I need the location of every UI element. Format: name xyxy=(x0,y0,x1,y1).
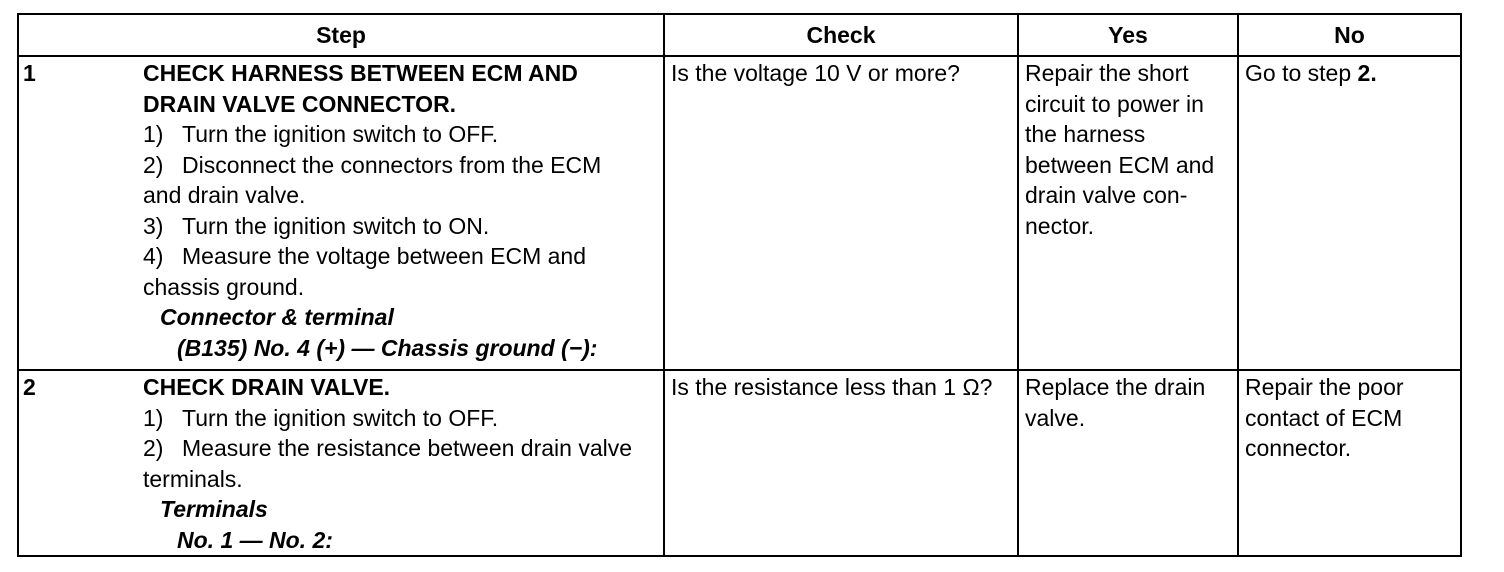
check-cell: Is the voltage 10 V or more? xyxy=(664,56,1018,370)
substep xyxy=(143,211,659,242)
yes-line: the harness xyxy=(1025,121,1146,147)
substep xyxy=(143,241,659,272)
step-body xyxy=(19,57,663,363)
yes-cell xyxy=(1018,56,1238,370)
header-step: Step xyxy=(18,14,664,56)
substep-number: 1) xyxy=(143,121,164,147)
step-body xyxy=(19,371,663,555)
substep-number: 1) xyxy=(143,404,164,431)
substep-number: 2) xyxy=(143,435,164,461)
goto-suffix: . xyxy=(1370,60,1377,86)
substep-number: 4) xyxy=(143,243,164,269)
substep-text: Disconnect the connectors from the ECM xyxy=(182,151,602,178)
diagnostic-table xyxy=(17,13,1462,557)
substep-text: Turn the ignition switch to ON. xyxy=(182,212,490,239)
yes-line: drain valve con- xyxy=(1025,182,1188,208)
substep xyxy=(143,119,659,150)
substep-text: Turn the ignition switch to OFF. xyxy=(182,404,499,431)
step-title xyxy=(143,58,659,119)
step-cell xyxy=(18,56,664,370)
substep xyxy=(143,433,659,464)
yes-line: Replace the drain xyxy=(1025,374,1206,400)
substep-text: Measure the resistance between drain valve xyxy=(182,435,633,461)
no-prefix: Go to step xyxy=(1245,60,1358,86)
spec-value: (B135) No. 4 (+) — Chassis ground (−): xyxy=(177,334,598,361)
spec-value: No. 1 — No. 2: xyxy=(177,526,333,553)
yes-line: Repair the short xyxy=(1025,60,1189,86)
substep-text: Turn the ignition switch to OFF. xyxy=(182,121,499,147)
no-line: connector. xyxy=(1245,435,1352,461)
step-title-line: CHECK HARNESS BETWEEN ECM AND xyxy=(143,60,578,86)
yes-line: circuit to power in xyxy=(1025,90,1204,117)
substep xyxy=(143,150,659,181)
step-number: 1 xyxy=(23,60,36,86)
check-cell: Is the resistance less than 1 Ω? xyxy=(664,370,1018,556)
substep-number: 2) xyxy=(143,151,164,178)
step-number: 2 xyxy=(23,374,36,400)
spec-label: Terminals xyxy=(160,496,268,522)
substep-number: 3) xyxy=(143,212,164,239)
yes-cell xyxy=(1018,370,1238,556)
spec-label: Connector & terminal xyxy=(160,304,394,330)
step-title-line: DRAIN VALVE CONNECTOR. xyxy=(143,90,457,117)
header-yes: Yes xyxy=(1018,14,1238,56)
substep-text: Measure the voltage between ECM and xyxy=(182,243,587,269)
substep-continuation: terminals. xyxy=(143,465,243,492)
no-line: Repair the poor xyxy=(1245,374,1404,400)
substep xyxy=(143,403,659,434)
yes-line: between ECM and xyxy=(1025,151,1215,178)
header-check: Check xyxy=(664,14,1018,56)
yes-line: nector. xyxy=(1025,212,1095,239)
table-row xyxy=(18,370,1461,556)
step-cell xyxy=(18,370,664,556)
substep-continuation: chassis ground. xyxy=(143,273,305,300)
no-cell xyxy=(1238,56,1461,370)
header-no: No xyxy=(1238,14,1461,56)
no-line: contact of ECM xyxy=(1245,404,1403,431)
table-row xyxy=(18,56,1461,370)
no-cell xyxy=(1238,370,1461,556)
step-title: CHECK DRAIN VALVE. xyxy=(143,374,391,400)
goto-step-number: 2 xyxy=(1357,60,1371,86)
substep-continuation: and drain valve. xyxy=(143,182,306,208)
yes-line: valve. xyxy=(1025,404,1086,431)
table-header-row xyxy=(18,14,1461,56)
